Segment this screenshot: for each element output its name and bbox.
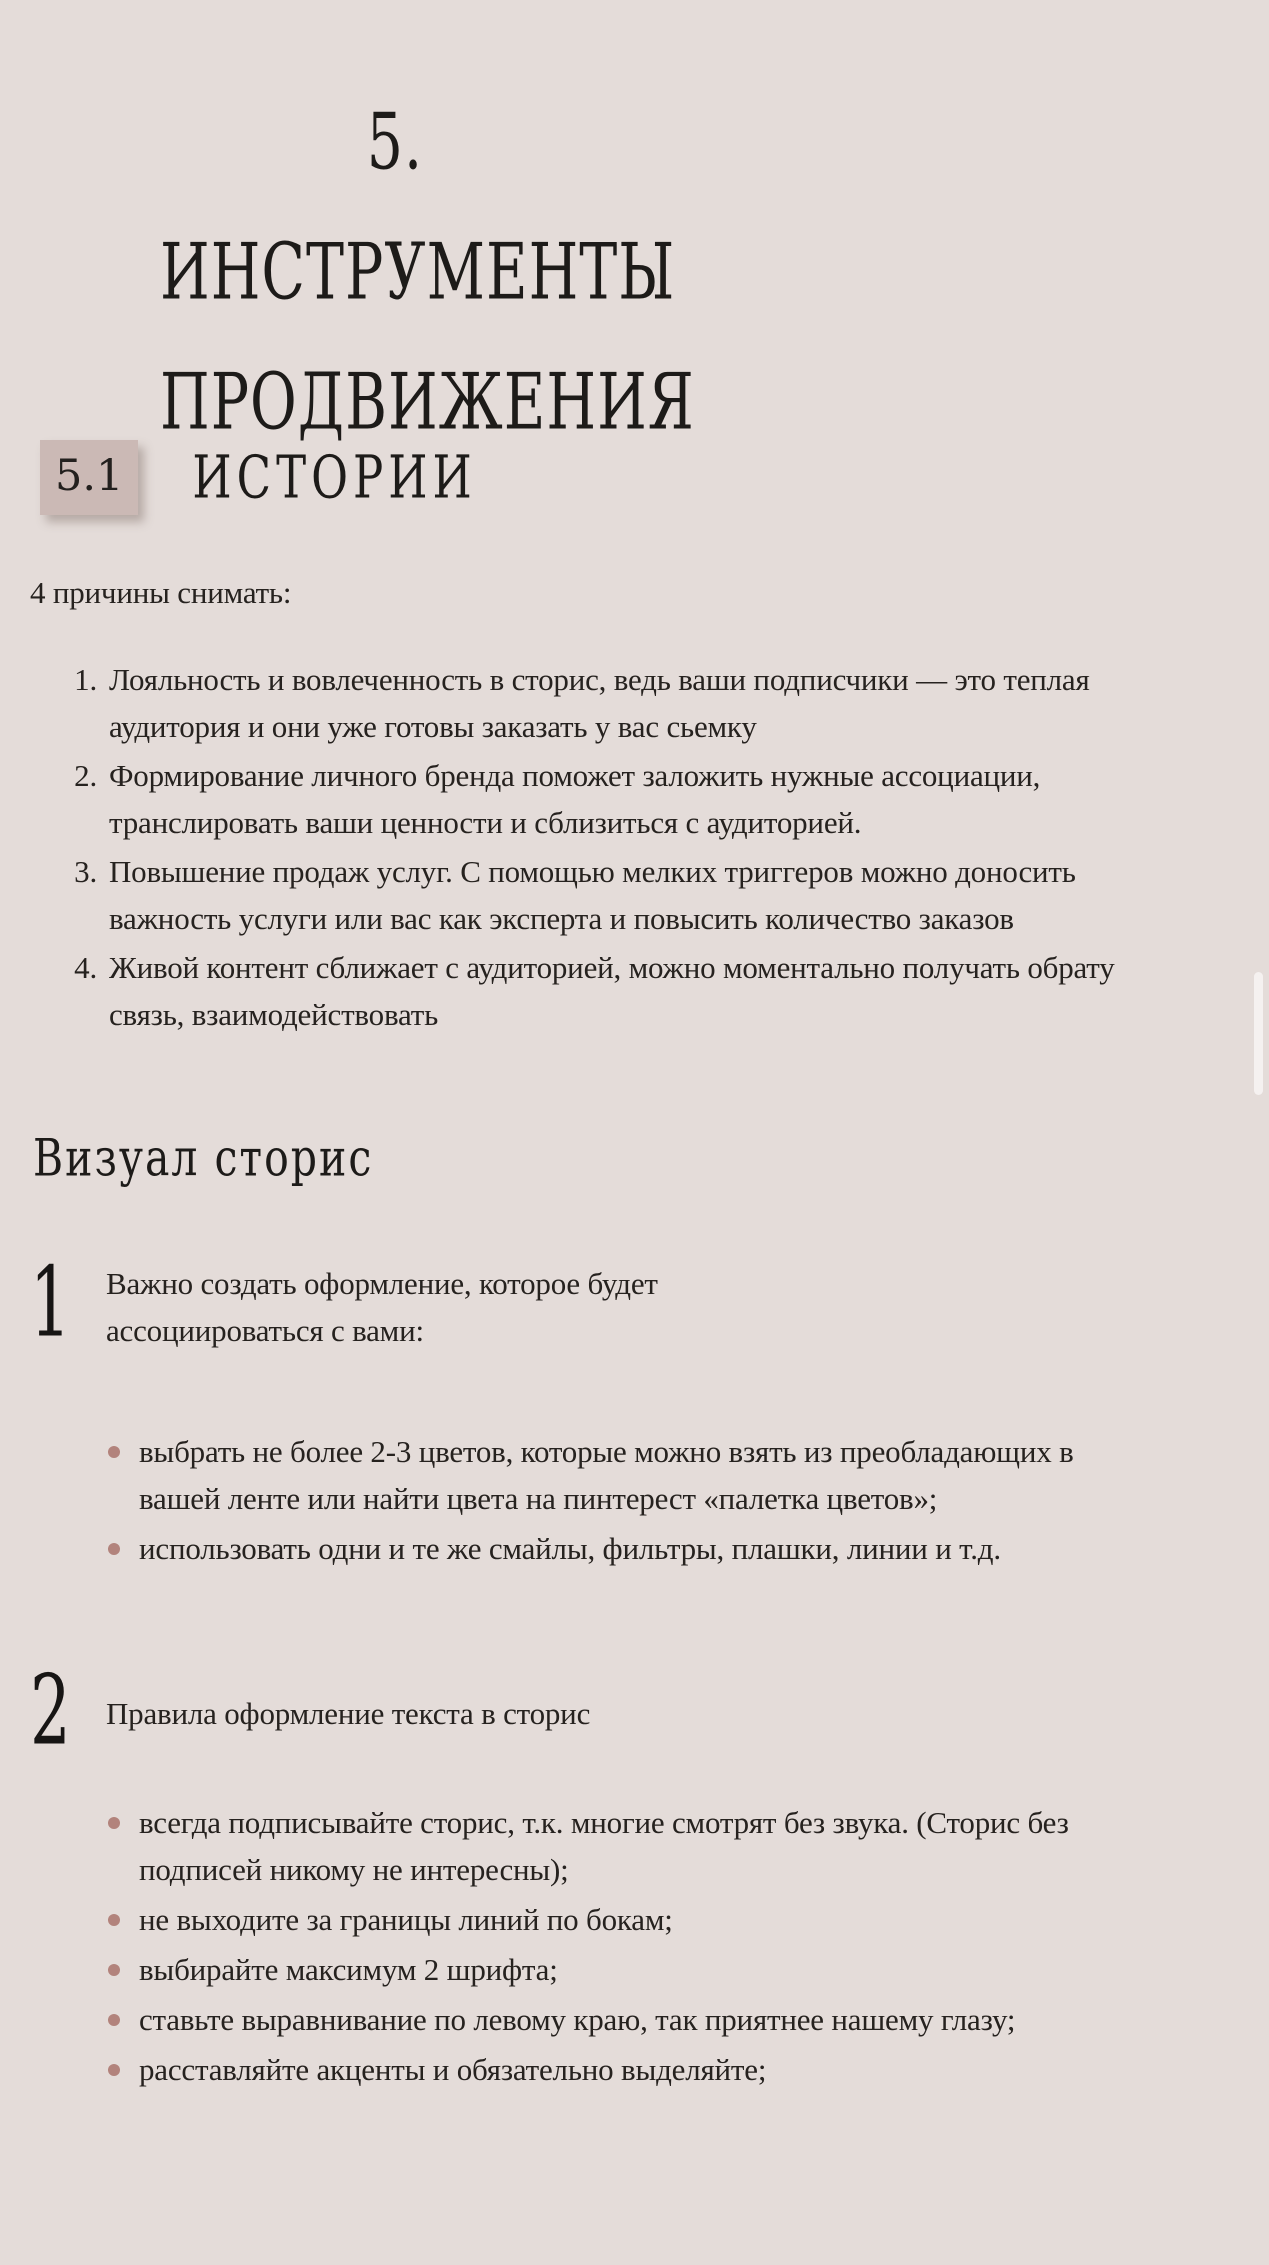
block-number: 2 bbox=[30, 1656, 71, 1768]
bullet-dot-icon bbox=[108, 1446, 120, 1458]
list-item-text: Лояльность и вовлеченность в сторис, ведь ваши подписчики — это теплая аудитория и они уже готовы заказать у вас сьемку bbox=[109, 662, 1090, 744]
list-item bbox=[108, 1525, 1269, 1572]
reasons-list bbox=[60, 656, 1150, 1038]
list-item bbox=[108, 1799, 1269, 1893]
bullet-text: использовать одни и те же смайлы, фильтры, плашки, линии и т.д. bbox=[139, 1531, 1001, 1566]
list-item-number: 4. bbox=[74, 950, 97, 985]
list-item bbox=[60, 944, 1150, 1038]
bullet-list bbox=[108, 1799, 1269, 2093]
list-item bbox=[108, 1946, 1269, 1993]
block-lead-text: Правила оформление текста в сторис bbox=[106, 1696, 591, 1731]
numbered-block-1 bbox=[30, 1248, 1269, 1360]
block-number: 1 bbox=[30, 1248, 71, 1360]
list-item bbox=[60, 656, 1150, 750]
section-number-badge: 5.1 bbox=[40, 440, 138, 515]
list-item-text: Формирование личного бренда поможет заложить нужные ассоциации, транслировать ваши ценности и сблизиться с аудиторией. bbox=[109, 758, 1041, 840]
list-item bbox=[60, 752, 1150, 846]
scrollbar-thumb[interactable] bbox=[1254, 972, 1263, 1095]
page-title-line2: ПРОДВИЖЕНИЯ bbox=[160, 357, 695, 448]
intro-text: 4 причины снимать: bbox=[30, 575, 292, 610]
list-item bbox=[108, 2046, 1269, 2093]
bullet-text: ставьте выравнивание по левому краю, так приятнее нашему глазу; bbox=[139, 2002, 1016, 2037]
subsection-heading: Визуал сторис bbox=[33, 1128, 374, 1188]
bullet-dot-icon bbox=[108, 1543, 120, 1555]
bullet-dot-icon bbox=[108, 2014, 120, 2026]
bullet-dot-icon bbox=[108, 1964, 120, 1976]
list-item bbox=[108, 1896, 1269, 1943]
bullet-dot-icon bbox=[108, 2064, 120, 2076]
list-item-number: 2. bbox=[74, 758, 97, 793]
section-header bbox=[40, 440, 1269, 515]
section-heading: ИСТОРИИ bbox=[192, 443, 477, 512]
list-item bbox=[60, 848, 1150, 942]
bullet-text: всегда подписывайте сторис, т.к. многие смотрят без звука. (Сторис без подписей никому не интересны); bbox=[139, 1805, 1069, 1887]
bullet-list bbox=[108, 1428, 1269, 1572]
list-item bbox=[108, 1428, 1269, 1522]
block-lead-text: Важно создать оформление, которое будет ассоциироваться с вами: bbox=[106, 1266, 658, 1348]
bullet-dot-icon bbox=[108, 1914, 120, 1926]
page-title bbox=[160, 78, 695, 468]
list-item-text: Живой контент сближает с аудиторией, можно моментально получать обрату связь, взаимодействовать bbox=[109, 950, 1115, 1032]
bullet-text: не выходите за границы линий по бокам; bbox=[139, 1902, 673, 1937]
bullet-text: расставляйте акценты и обязательно выделяйте; bbox=[139, 2052, 767, 2087]
list-item bbox=[108, 1996, 1269, 2043]
list-item-number: 1. bbox=[74, 662, 97, 697]
bullet-dot-icon bbox=[108, 1817, 120, 1829]
bullet-text: выбрать не более 2-3 цветов, которые можно взять из преобладающих в вашей ленте или найти цвета на пинтерест «палетка цветов»; bbox=[139, 1434, 1074, 1516]
list-item-text: Повышение продаж услуг. С помощью мелких триггеров можно доносить важность услуги или вас как эксперта и повысить количество заказов bbox=[109, 854, 1076, 936]
bullet-text: выбирайте максимум 2 шрифта; bbox=[139, 1952, 558, 1987]
numbered-block-2 bbox=[30, 1656, 1269, 1768]
list-item-number: 3. bbox=[74, 854, 97, 889]
page-title-line1: 5. ИНСТРУМЕНТЫ bbox=[160, 97, 676, 318]
